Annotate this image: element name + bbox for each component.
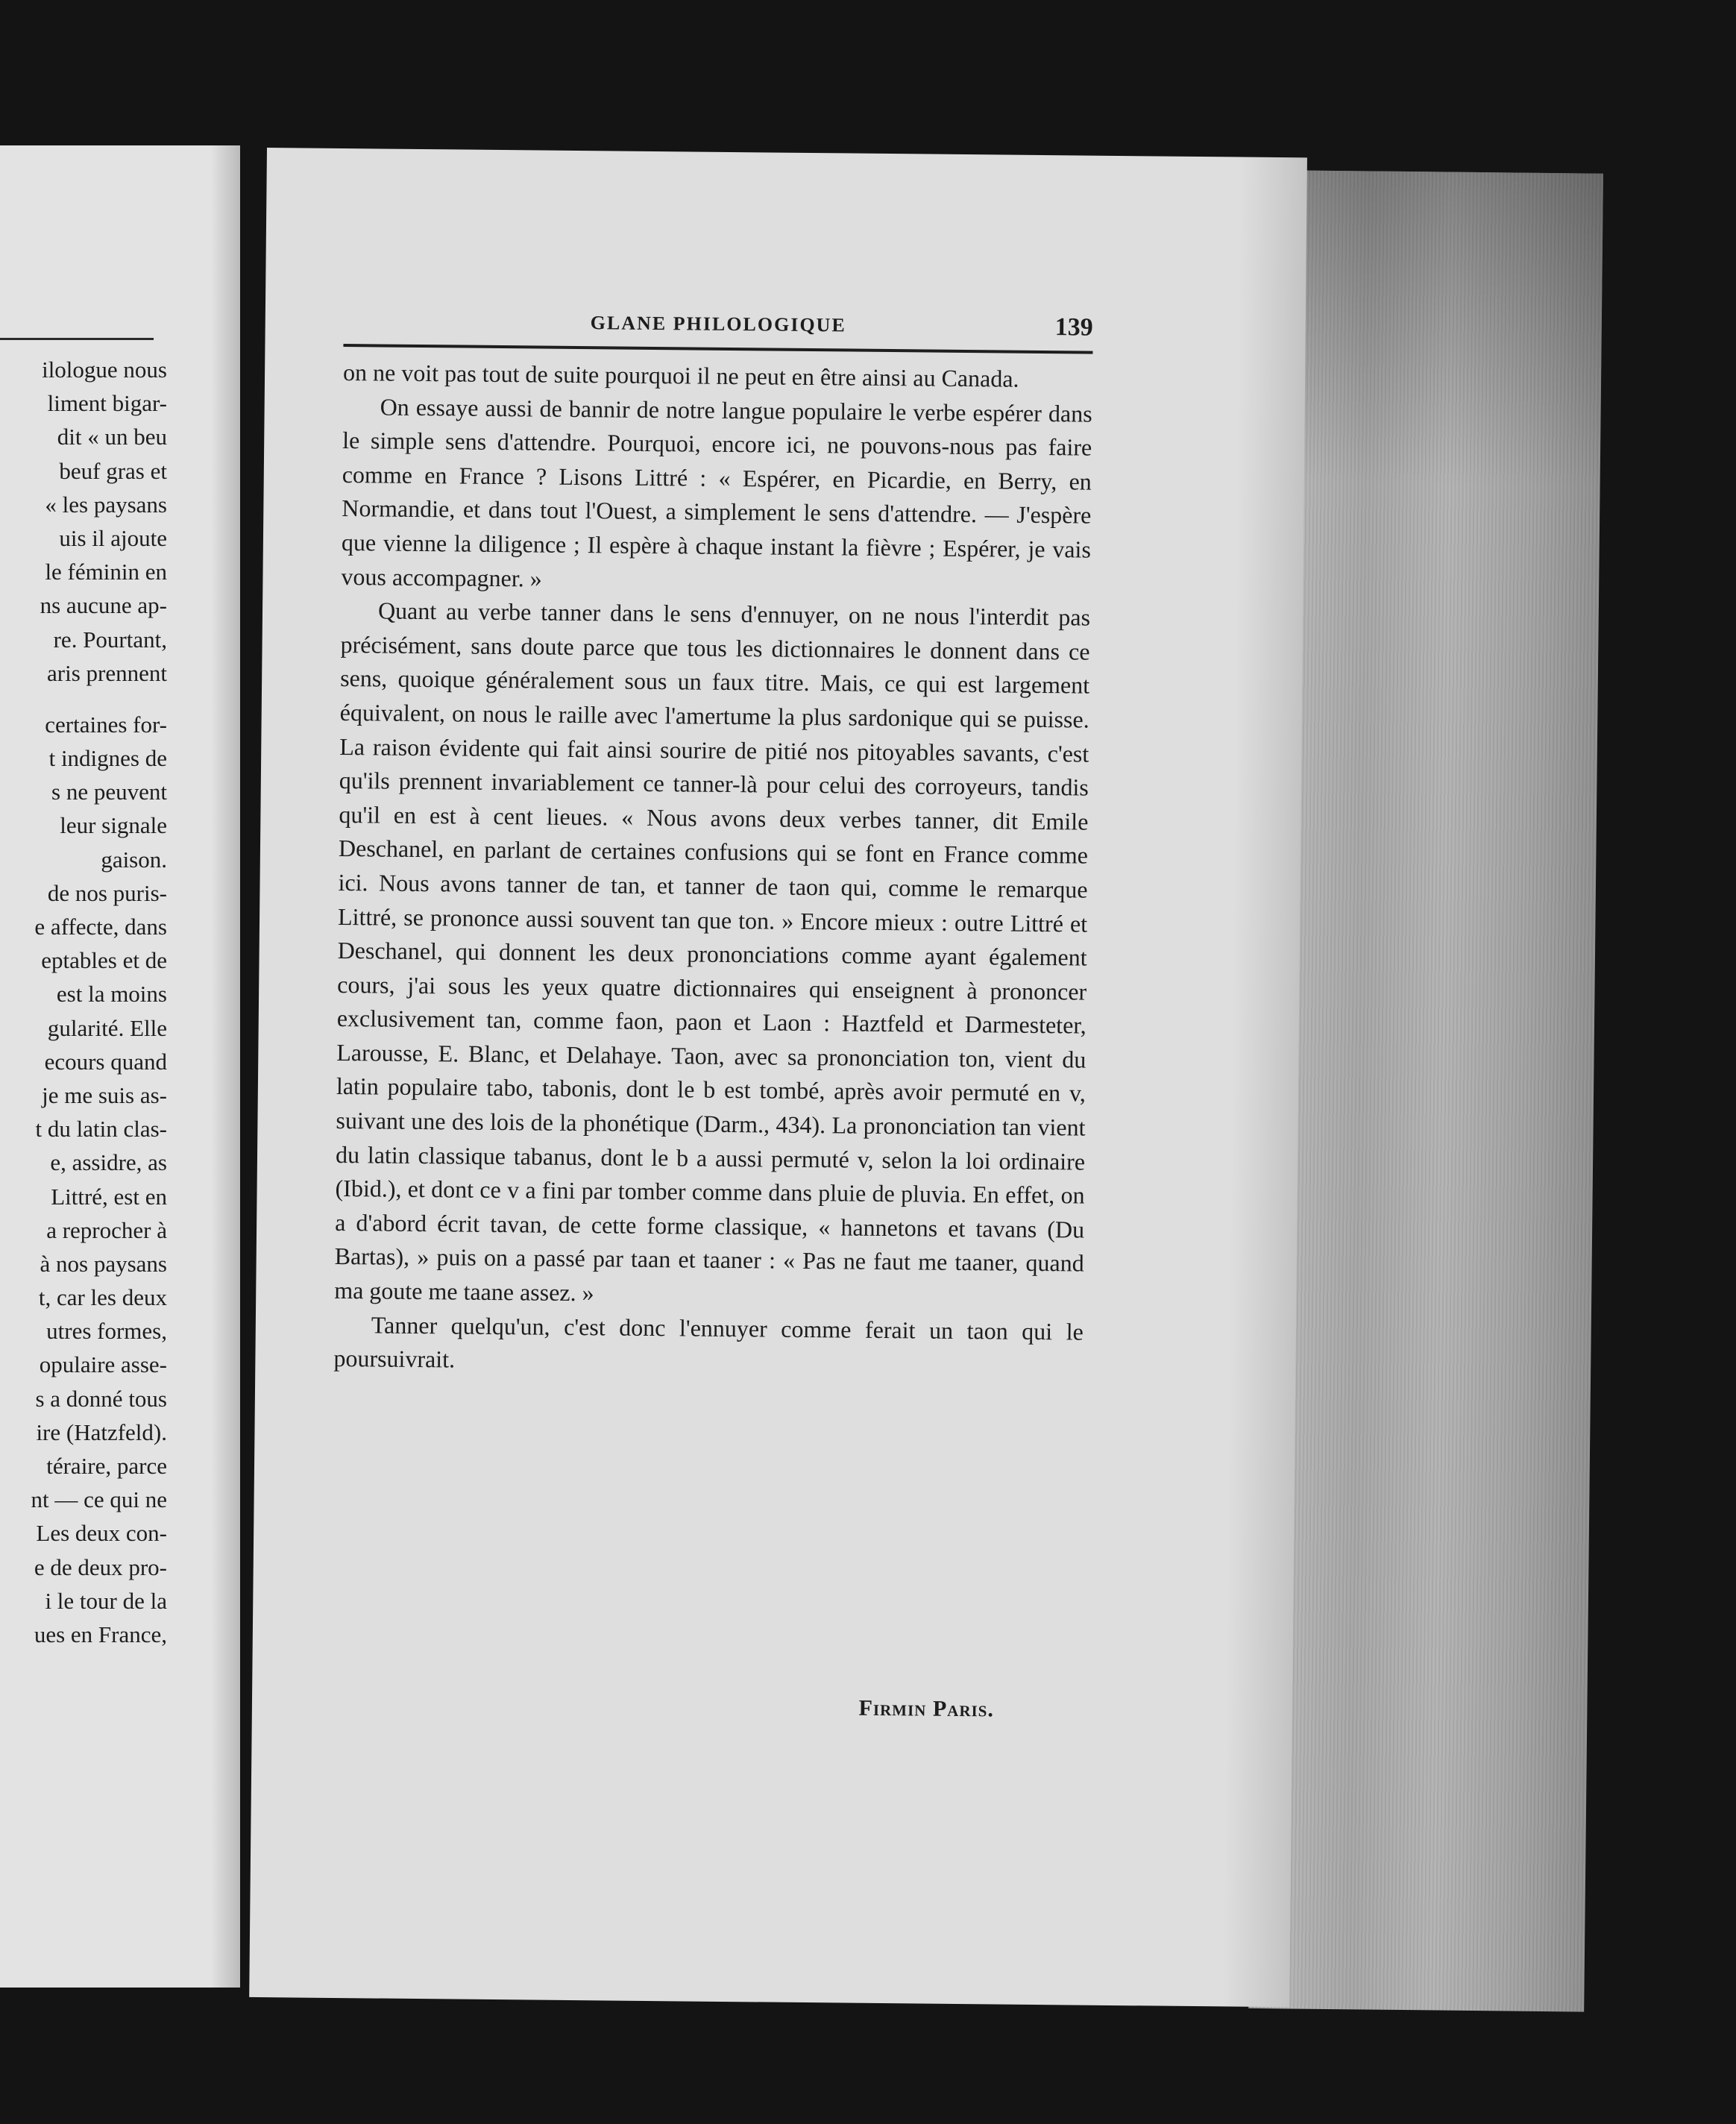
left-line: ilologue nous xyxy=(42,356,167,383)
left-line: t, car les deux xyxy=(38,1284,167,1311)
left-line: e de deux pro- xyxy=(34,1553,167,1580)
left-facing-page xyxy=(0,145,240,1988)
left-line: eptables et de xyxy=(41,947,167,974)
left-page-text xyxy=(0,353,167,1651)
left-line: aris prennent xyxy=(47,659,167,686)
left-line: liment bigar- xyxy=(47,390,167,417)
left-line: Les deux con- xyxy=(36,1520,167,1547)
left-line: je me suis as- xyxy=(42,1081,167,1108)
paragraph: Quant au verbe tanner dans le sens d'ennuyer, on ne nous l'interdit pas précisément, sans doute parce que tous les dictionnaires le donnent dans ce sens, quoique généralement sous un faux titre. Mais, ce qui est largement équivalent, on nous le raille avec l'amertume la plus sardonique qui se puisse. La raison évidente qui fait ainsi sourire de pitié nos pitoyables savants, c'est qu'ils prennent invariablement ce tanner-là pour celui des corroyeurs, tandis qu'il en est à cent lieues. « Nous avons deux verbes tanner, dit Emile Deschanel, en parlant de certaines confusions qui se font en France comme ici. Nous avons tanner de tan, et tanner de taon qui, comme le remarque Littré, se prononce aussi souvent tan que ton. » Encore mieux : outre Littré et Deschanel, qui donnent les deux prononciations comme ayant également cours, j'ai sous les yeux quatre dictionnaires qui enseignent à prononcer exclusivement tan, comme faon, paon et Laon : Haztfeld et Darmesteter, Larousse, E. Blanc, et Delahaye. Taon, avec sa prononciation ton, vient du latin populaire tabo, tabonis, dont le b est tombé, après avoir permuté en v, suivant une des lois de la phonétique (Darm., 434). La prononciation tan vient du latin classique tabanus, dont le b a aussi permuté v, selon la loi ordinaire (Ibid.), et dont ce v a fini par tomber comme dans pluie de pluvia. En effet, on a d'abord écrit tavan, de cette forme classique, « hannetons et tavans (Du Bartas), » puis on a passé par taan et taaner : « Pas ne faut me taaner, quand ma goute me taane assez. » xyxy=(334,597,1091,1307)
left-line: re. Pourtant, xyxy=(53,626,167,653)
left-line: ire (Hatzfeld). xyxy=(36,1418,167,1445)
page-number: 139 xyxy=(1054,313,1093,342)
running-title: GLANE PHILOLOGIQUE xyxy=(590,312,846,336)
left-line: e affecte, dans xyxy=(34,914,167,940)
left-line: t indignes de xyxy=(48,745,167,772)
left-page-header-rule xyxy=(0,338,154,340)
left-line: dit « un beu xyxy=(57,424,167,450)
left-line: e, assidre, as xyxy=(50,1149,167,1176)
left-line: Littré, est en xyxy=(51,1183,167,1210)
left-page-gutter-shadow xyxy=(210,145,240,1988)
left-line: opulaire asse- xyxy=(39,1351,167,1378)
left-line: i le tour de la xyxy=(45,1587,167,1614)
left-line: uis il ajoute xyxy=(59,524,167,551)
paragraph: Tanner quelqu'un, c'est donc l'ennuyer comme ferait un taon qui le poursuivrait. xyxy=(333,1311,1084,1373)
left-line: t du latin clas- xyxy=(35,1116,167,1143)
left-line: de nos puris- xyxy=(47,879,167,906)
left-line: ues en France, xyxy=(34,1621,167,1647)
left-line: a reprocher à xyxy=(46,1216,167,1243)
left-line: nt — ce qui ne xyxy=(31,1486,167,1513)
left-line: gularité. Elle xyxy=(47,1014,167,1041)
paragraph: on ne voit pas tout de suite pourquoi il ne peut en être ainsi au Canada. xyxy=(342,358,1019,392)
left-line: beuf gras et xyxy=(59,457,167,484)
body-text xyxy=(333,356,1092,1383)
left-line: leur signale xyxy=(60,812,167,839)
left-line: ns aucune ap- xyxy=(40,592,167,619)
left-line: s a donné tous xyxy=(35,1385,167,1412)
left-line: utres formes, xyxy=(46,1318,167,1345)
page-edges-shadow xyxy=(1265,170,1603,487)
left-line: « les paysans xyxy=(45,491,167,518)
left-line: téraire, parce xyxy=(46,1453,167,1479)
left-line: ecours quand xyxy=(44,1048,167,1075)
left-line: à nos paysans xyxy=(40,1250,167,1277)
left-line: est la moins xyxy=(56,981,167,1008)
paragraph: On essaye aussi de bannir de notre langue populaire le verbe espérer dans le simple sens d'attendre. Pourquoi, encore ici, ne pouvons-nous pas faire comme en France ? Lisons Littré : « Espérer, en Picardie, en Berry, en Normandie, et dans tout l'Ouest, a simplement le sens d'attendre. — J'espère que vienne la diligence ; Il espère à chaque instant la fièvre ; Espérer, je vais vous accompagner. » xyxy=(341,393,1092,592)
left-line: le féminin en xyxy=(45,559,167,585)
author-signature: Firmin Paris. xyxy=(858,1695,995,1722)
left-line: certaines for- xyxy=(45,711,167,738)
left-line: s ne peuvent xyxy=(51,779,167,805)
main-page xyxy=(249,148,1307,2007)
left-line: gaison. xyxy=(101,846,167,873)
